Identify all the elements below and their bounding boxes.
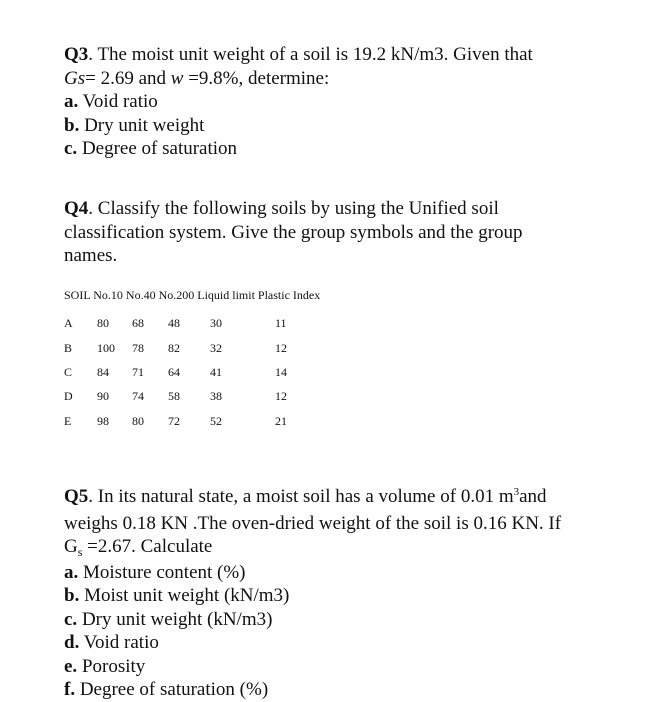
cell-plastic-index: 12 [275, 341, 287, 355]
q4-text-1: . Classify the following soils by using the Unified soil [88, 198, 499, 219]
header-plastic-index: Plastic Index [257, 288, 321, 302]
cell-no40: 78 [132, 341, 144, 355]
q5-item-e [64, 655, 634, 679]
q4-label: Q4 [64, 198, 89, 219]
header-no40: No.40 [125, 288, 156, 302]
question-3 [64, 43, 624, 161]
header-no200: No.200 [158, 288, 195, 302]
q5-item-f-text: Degree of saturation (%) [75, 679, 269, 700]
cell-no40: 80 [132, 414, 144, 428]
cell-liquid-limit: 38 [210, 389, 222, 403]
cell-plastic-index: 14 [275, 365, 287, 379]
q5-label: Q5 [64, 486, 89, 507]
q3-line-1 [64, 43, 624, 67]
cell-soil: E [64, 414, 72, 428]
table-row [64, 341, 364, 357]
q5-text-1: . In its natural state, a moist soil has a volume of 0.01 m [88, 486, 514, 507]
q4-line-2: classification system. Give the group symbols and the group [64, 221, 523, 243]
q3-item-b-letter: b. [64, 114, 80, 136]
q5-item-f [64, 678, 634, 702]
q3-item-c-text: Degree of saturation [77, 138, 238, 159]
q3-text-1: . The moist unit weight of a soil is 19.2 kN/m3. Given that [88, 44, 533, 65]
q5-item-c-text: Dry unit weight (kN/m3) [77, 608, 273, 630]
cell-plastic-index: 12 [275, 389, 287, 403]
q3-text-2: = 2.69 and [85, 67, 171, 89]
q5-text-3: =2.67. Calculate [82, 536, 213, 557]
header-soil: SOIL [64, 288, 91, 302]
cell-no40: 71 [132, 365, 144, 379]
cell-no10: 90 [97, 389, 109, 403]
q5-item-e-text: Porosity [77, 655, 146, 677]
table-row [64, 365, 364, 381]
q5-line-2: weighs 0.18 KN .The oven-dried weight of the soil is 0.16 KN. If [64, 512, 562, 534]
q4-line-3: names. [64, 245, 118, 266]
q5-item-a [64, 561, 634, 585]
q3-line-2 [64, 67, 624, 91]
cell-plastic-index: 11 [275, 316, 287, 330]
q5-item-d-text: Void ratio [79, 632, 159, 653]
q5-g-subscript: s [77, 545, 83, 559]
q3-item-b [64, 114, 624, 138]
soil-table-header [64, 288, 320, 303]
cell-soil: D [64, 389, 73, 403]
cell-no40: 74 [132, 389, 144, 403]
q5-line-3 [64, 535, 634, 561]
cell-no10: 80 [97, 316, 109, 330]
q3-text-3: =9.8%, determine: [183, 67, 330, 89]
q4-line-1 [64, 197, 624, 221]
cell-no200: 72 [168, 414, 180, 428]
cell-liquid-limit: 30 [210, 316, 222, 330]
cell-soil: A [64, 316, 73, 330]
table-row [64, 316, 364, 332]
q5-item-d [64, 631, 634, 655]
q5-item-f-letter: f. [64, 679, 76, 700]
cell-no200: 48 [168, 316, 180, 330]
q5-cubed-superscript: 3 [513, 486, 520, 498]
q5-item-c-letter: c. [64, 608, 78, 630]
cell-soil: B [64, 341, 73, 355]
cell-no10: 100 [97, 341, 115, 355]
q5-line-1 [64, 485, 634, 512]
q3-item-c [64, 137, 624, 161]
cell-no10: 98 [97, 414, 109, 428]
q5-item-b [64, 584, 634, 608]
q5-item-d-letter: d. [64, 632, 80, 653]
question-5 [64, 485, 634, 702]
q3-w-symbol: w [170, 67, 184, 89]
q5-g-symbol: G [64, 536, 78, 557]
cell-plastic-index: 21 [275, 414, 287, 428]
header-liquid-limit: Liquid limit [197, 288, 255, 302]
q5-item-b-text: Moist unit weight (kN/m3) [79, 585, 290, 606]
cell-soil: C [64, 365, 73, 379]
q3-item-a-text: Void ratio [78, 91, 158, 112]
q5-item-a-text: Moisture content (%) [78, 561, 246, 583]
q3-item-a-letter: a. [64, 91, 79, 112]
q3-label: Q3 [64, 44, 89, 65]
q5-item-c [64, 608, 634, 632]
q3-item-c-letter: c. [64, 138, 78, 159]
question-4 [64, 197, 624, 268]
q5-item-b-letter: b. [64, 585, 80, 606]
table-row [64, 414, 364, 430]
cell-no40: 68 [132, 316, 144, 330]
q5-text-1b: and [519, 486, 547, 507]
q5-item-e-letter: e. [64, 655, 78, 677]
cell-no200: 64 [168, 365, 180, 379]
q3-item-b-text: Dry unit weight [79, 114, 205, 136]
table-row [64, 389, 364, 405]
cell-liquid-limit: 41 [210, 365, 222, 379]
q5-item-a-letter: a. [64, 561, 79, 583]
cell-liquid-limit: 52 [210, 414, 222, 428]
cell-no200: 58 [168, 389, 180, 403]
header-no10: No.10 [93, 288, 123, 302]
cell-no10: 84 [97, 365, 109, 379]
cell-no200: 82 [168, 341, 180, 355]
q3-item-a [64, 90, 624, 114]
cell-liquid-limit: 32 [210, 341, 222, 355]
q3-gs-symbol: Gs [64, 67, 86, 89]
